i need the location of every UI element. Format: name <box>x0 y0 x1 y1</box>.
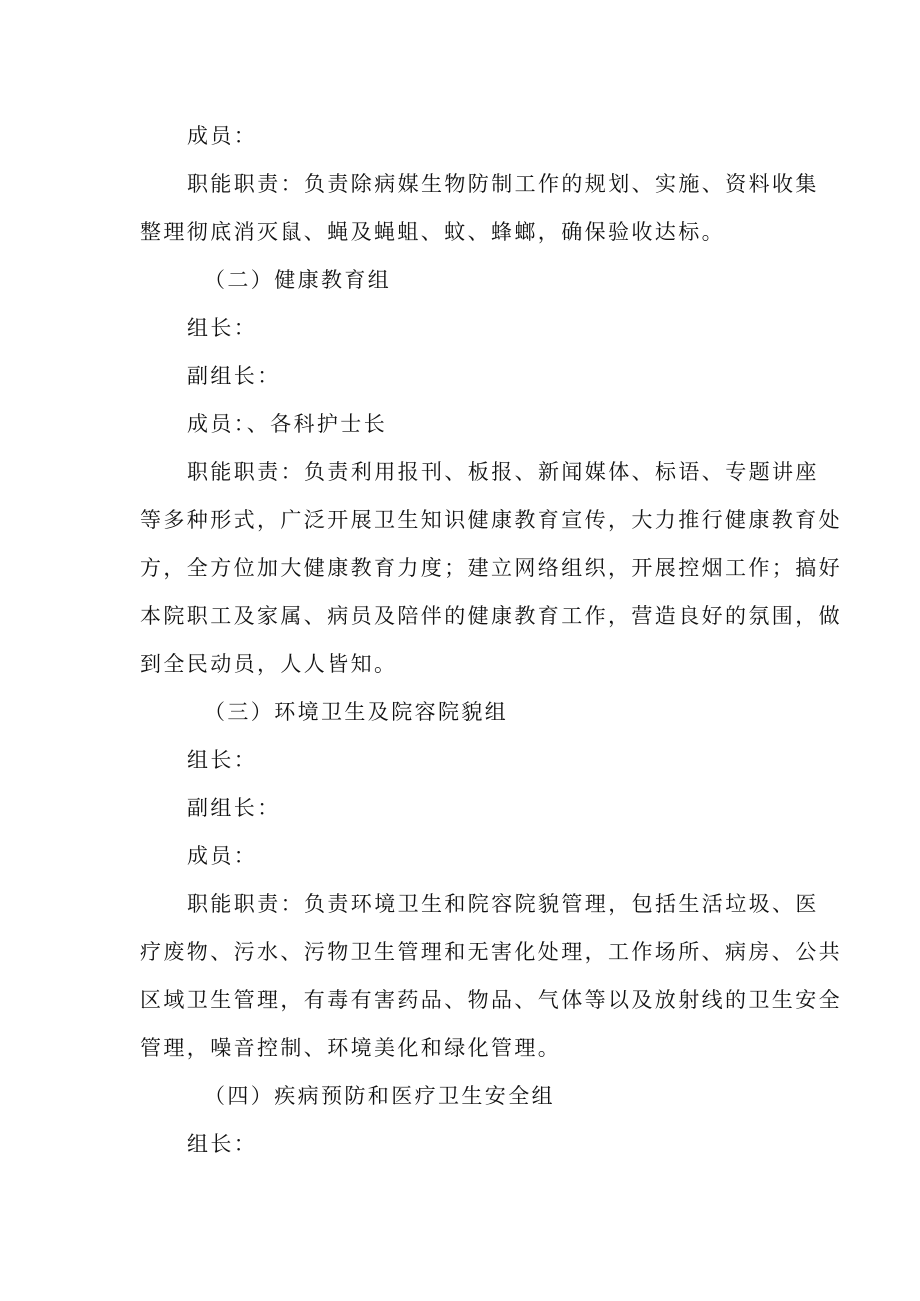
duty-paragraph-line: 本院职工及家属、病员及陪伴的健康教育工作，营造良好的氛围，做 <box>140 604 842 628</box>
section-heading: （二）健康教育组 <box>204 268 392 292</box>
document-body <box>140 112 842 1168</box>
deputy-leader-line: 副组长： <box>187 796 281 820</box>
section-heading: （三）环境卫生及院容院貌组 <box>204 700 509 724</box>
section-heading: （四）疾病预防和医疗卫生安全组 <box>204 1084 555 1108</box>
members-line: 成员：、各科护士长 <box>187 412 388 436</box>
members-line: 成员： <box>187 844 258 868</box>
duty-paragraph-line: 区域卫生管理，有毒有害药品、物品、气体等以及放射线的卫生安全 <box>140 988 842 1012</box>
duty-paragraph-line: 职能职责：负责除病媒生物防制工作的规划、实施、资料收集 <box>187 172 819 196</box>
leader-line: 组长： <box>187 1132 258 1156</box>
duty-paragraph-line: 等多种形式，广泛开展卫生知识健康教育宣传，大力推行健康教育处 <box>140 508 842 532</box>
duty-paragraph-line: 职能职责：负责环境卫生和院容院貌管理，包括生活垃圾、医 <box>187 892 819 916</box>
duty-paragraph-line: 到全民动员，人人皆知。 <box>140 652 398 676</box>
duty-paragraph-line: 疗废物、污水、污物卫生管理和无害化处理，工作场所、病房、公共 <box>140 940 842 964</box>
duty-paragraph-line: 职能职责：负责利用报刊、板报、新闻媒体、标语、专题讲座 <box>187 460 819 484</box>
deputy-leader-line: 副组长： <box>187 364 281 388</box>
duty-paragraph-line: 整理彻底消灭鼠、蝇及蝇蛆、蚊、蜂螂，确保验收达标。 <box>140 220 725 244</box>
leader-line: 组长： <box>187 748 258 772</box>
members-line: 成员： <box>187 124 258 148</box>
leader-line: 组长： <box>187 316 258 340</box>
duty-paragraph-line: 方，全方位加大健康教育力度；建立网络组织，开展控烟工作；搞好 <box>140 556 842 580</box>
duty-paragraph-line: 管理，噪音控制、环境美化和绿化管理。 <box>140 1036 562 1060</box>
